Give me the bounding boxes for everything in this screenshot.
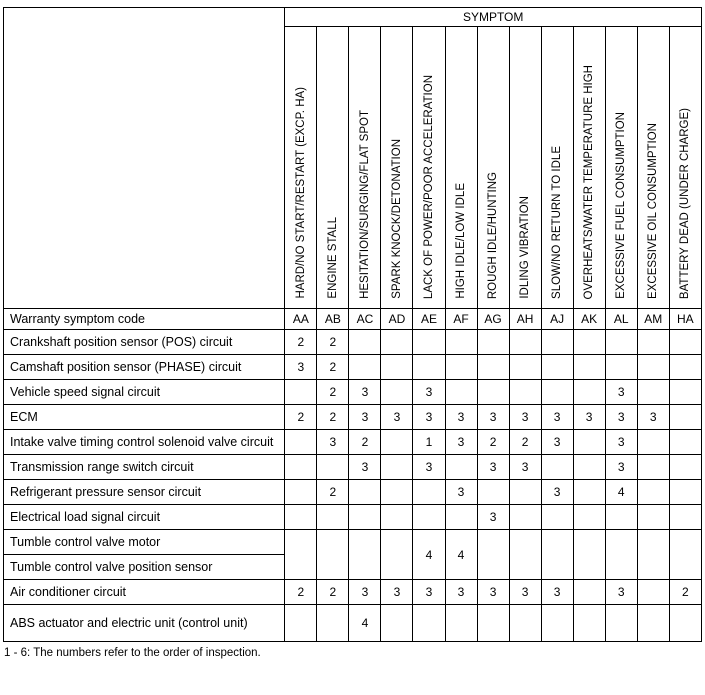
value-cell: [381, 430, 413, 455]
value-cell: [637, 605, 669, 642]
value-cell: [573, 355, 605, 380]
row-label: Camshaft position sensor (PHASE) circuit: [4, 355, 285, 380]
value-cell: 3: [605, 430, 637, 455]
value-cell: 3: [541, 580, 573, 605]
value-cell: 3: [605, 405, 637, 430]
row-label: Tumble control valve motor: [4, 530, 285, 555]
value-cell: 3: [541, 430, 573, 455]
value-cell: 3: [445, 405, 477, 430]
warranty-code-al: AL: [605, 309, 637, 330]
value-cell: 2: [477, 430, 509, 455]
value-cell: [541, 530, 573, 580]
value-cell: [285, 455, 317, 480]
value-cell: [445, 330, 477, 355]
value-cell: [669, 605, 701, 642]
value-cell: [605, 505, 637, 530]
value-cell: 2: [317, 405, 349, 430]
value-cell: [669, 380, 701, 405]
symptom-column-label: LACK OF POWER/POOR ACCELERATION: [422, 74, 435, 299]
symptom-column-header-al: [605, 27, 637, 309]
value-cell: [669, 405, 701, 430]
symptom-column-label: HIGH IDLE/LOW IDLE: [454, 183, 467, 299]
symptom-column-label: ENGINE STALL: [326, 217, 339, 299]
value-cell: [477, 480, 509, 505]
value-cell: [413, 505, 445, 530]
warranty-code-row: [4, 309, 702, 330]
symptom-table: [3, 7, 702, 642]
value-cell: 3: [605, 455, 637, 480]
value-cell: [541, 505, 573, 530]
symptom-column-header-ha: [669, 27, 701, 309]
value-cell: 3: [541, 480, 573, 505]
value-cell: [285, 605, 317, 642]
symptom-column-header-ak: [573, 27, 605, 309]
value-cell: [669, 480, 701, 505]
value-cell: [637, 455, 669, 480]
value-cell: [285, 480, 317, 505]
value-cell: [381, 330, 413, 355]
warranty-code-aj: AJ: [541, 309, 573, 330]
value-cell: [477, 530, 509, 580]
value-cell: 3: [477, 505, 509, 530]
table-row: [4, 480, 702, 505]
value-cell: [669, 505, 701, 530]
value-cell: [573, 455, 605, 480]
symptom-header: SYMPTOM: [285, 8, 702, 27]
row-label: Electrical load signal circuit: [4, 505, 285, 530]
value-cell: [381, 530, 413, 580]
value-cell: 3: [317, 430, 349, 455]
value-cell: [637, 355, 669, 380]
value-cell: [317, 605, 349, 642]
value-cell: [317, 455, 349, 480]
symptom-column-label: OVERHEATS/WATER TEMPERATURE HIGH: [582, 64, 595, 299]
value-cell: 2: [669, 580, 701, 605]
value-cell: [637, 505, 669, 530]
value-cell: [637, 480, 669, 505]
value-cell: [605, 605, 637, 642]
value-cell: [381, 480, 413, 505]
value-cell: [381, 605, 413, 642]
symptom-column-label: EXCESSIVE OIL CONSUMPTION: [646, 123, 659, 299]
symptom-column-label: HESITATION/SURGING/FLAT SPOT: [358, 110, 371, 299]
table-row: [4, 505, 702, 530]
table-row: [4, 580, 702, 605]
table-row: [4, 530, 702, 555]
value-cell: [445, 505, 477, 530]
value-cell: 3: [573, 405, 605, 430]
warranty-code-ag: AG: [477, 309, 509, 330]
symptom-column-header-ad: [381, 27, 413, 309]
symptom-column-label: ROUGH IDLE/HUNTING: [486, 171, 499, 299]
value-cell: 3: [477, 405, 509, 430]
value-cell: 3: [477, 580, 509, 605]
value-cell: 2: [349, 430, 381, 455]
value-cell: 3: [605, 580, 637, 605]
value-cell: [669, 355, 701, 380]
symptom-column-header-ag: [477, 27, 509, 309]
value-cell: 3: [413, 405, 445, 430]
value-cell: [509, 355, 541, 380]
symptom-column-header-ac: [349, 27, 381, 309]
value-cell: 4: [349, 605, 381, 642]
value-cell: 2: [285, 405, 317, 430]
value-cell: [573, 480, 605, 505]
table-row: [4, 380, 702, 405]
value-cell: [541, 355, 573, 380]
value-cell: [605, 355, 637, 380]
symptom-column-label: HARD/NO START/RESTART (EXCP. HA): [294, 87, 307, 299]
value-cell: [445, 455, 477, 480]
value-cell: [349, 505, 381, 530]
value-cell: [413, 355, 445, 380]
value-cell: 3: [509, 455, 541, 480]
value-cell: 3: [413, 380, 445, 405]
value-cell: [541, 455, 573, 480]
warranty-code-aa: AA: [285, 309, 317, 330]
row-label: Crankshaft position sensor (POS) circuit: [4, 330, 285, 355]
value-cell: [445, 355, 477, 380]
value-cell: [509, 505, 541, 530]
value-cell: [509, 330, 541, 355]
value-cell: [541, 380, 573, 405]
value-cell: [285, 430, 317, 455]
value-cell: [413, 330, 445, 355]
value-cell: [285, 380, 317, 405]
warranty-code-ha: HA: [669, 309, 701, 330]
value-cell: 3: [349, 455, 381, 480]
symptom-column-header-aj: [541, 27, 573, 309]
value-cell: [445, 380, 477, 405]
row-label: Air conditioner circuit: [4, 580, 285, 605]
value-cell: [669, 430, 701, 455]
value-cell: 3: [541, 405, 573, 430]
value-cell: [413, 480, 445, 505]
value-cell: [637, 380, 669, 405]
value-cell: [381, 505, 413, 530]
value-cell: 2: [285, 580, 317, 605]
value-cell: 3: [349, 580, 381, 605]
symptom-column-header-af: [445, 27, 477, 309]
value-cell: 3: [445, 480, 477, 505]
table-row: [4, 605, 702, 642]
value-cell: [541, 605, 573, 642]
value-cell: 3: [477, 455, 509, 480]
value-cell: [509, 380, 541, 405]
value-cell: [349, 330, 381, 355]
value-cell: [349, 355, 381, 380]
symptom-header-row: [4, 8, 702, 27]
value-cell: 2: [317, 355, 349, 380]
symptom-column-label: EXCESSIVE FUEL CONSUMPTION: [614, 112, 627, 299]
value-cell: [573, 580, 605, 605]
value-cell: [637, 580, 669, 605]
value-cell: [317, 530, 349, 580]
row-label: Intake valve timing control solenoid valve circuit: [4, 430, 285, 455]
warranty-code-ah: AH: [509, 309, 541, 330]
warranty-code-ab: AB: [317, 309, 349, 330]
value-cell: [509, 480, 541, 505]
table-row: [4, 405, 702, 430]
value-cell: [413, 605, 445, 642]
value-cell: [381, 355, 413, 380]
value-cell: [637, 330, 669, 355]
symptom-column-header-ae: [413, 27, 445, 309]
symptom-column-header-aa: [285, 27, 317, 309]
value-cell: [605, 530, 637, 580]
value-cell: [573, 505, 605, 530]
value-cell: 3: [509, 580, 541, 605]
row-label: ABS actuator and electric unit (control unit): [4, 605, 285, 642]
value-cell: [381, 380, 413, 405]
value-cell: 3: [445, 430, 477, 455]
value-cell: 3: [637, 405, 669, 430]
warranty-code-ak: AK: [573, 309, 605, 330]
value-cell: [477, 330, 509, 355]
value-cell: [381, 455, 413, 480]
warranty-code-am: AM: [637, 309, 669, 330]
table-row: [4, 330, 702, 355]
value-cell: 2: [317, 580, 349, 605]
value-cell: 1: [413, 430, 445, 455]
row-label: Refrigerant pressure sensor circuit: [4, 480, 285, 505]
value-cell: [509, 530, 541, 580]
value-cell: 2: [285, 330, 317, 355]
warranty-code-row-label: Warranty symptom code: [4, 309, 285, 330]
value-cell: [349, 530, 381, 580]
value-cell: [349, 480, 381, 505]
value-cell: [573, 605, 605, 642]
warranty-code-af: AF: [445, 309, 477, 330]
symptom-column-label: SPARK KNOCK/DETONATION: [390, 139, 403, 299]
table-row: [4, 355, 702, 380]
row-label: Transmission range switch circuit: [4, 455, 285, 480]
value-cell: 2: [317, 380, 349, 405]
warranty-code-ac: AC: [349, 309, 381, 330]
symptom-column-header-ah: [509, 27, 541, 309]
corner-cell: [4, 8, 285, 309]
value-cell: 3: [381, 580, 413, 605]
value-cell: [669, 330, 701, 355]
row-label: ECM: [4, 405, 285, 430]
value-cell: [573, 430, 605, 455]
symptom-column-label: IDLING VIBRATION: [518, 196, 531, 299]
value-cell: [317, 505, 349, 530]
value-cell: 3: [381, 405, 413, 430]
value-cell: [477, 605, 509, 642]
value-cell: 2: [317, 480, 349, 505]
value-cell: 3: [605, 380, 637, 405]
value-cell: [669, 530, 701, 580]
value-cell: 3: [413, 580, 445, 605]
value-cell: 3: [445, 580, 477, 605]
value-cell: 2: [509, 430, 541, 455]
value-cell: [637, 530, 669, 580]
value-cell: 3: [285, 355, 317, 380]
value-cell: [573, 530, 605, 580]
value-cell: [445, 605, 477, 642]
symptom-column-header-am: [637, 27, 669, 309]
value-cell: [285, 505, 317, 530]
value-cell: 4: [605, 480, 637, 505]
value-cell: 3: [413, 455, 445, 480]
value-cell: [477, 355, 509, 380]
value-cell: 4: [413, 530, 445, 580]
warranty-code-ad: AD: [381, 309, 413, 330]
value-cell: [573, 330, 605, 355]
row-label: Tumble control valve position sensor: [4, 555, 285, 580]
value-cell: 3: [349, 405, 381, 430]
value-cell: [477, 380, 509, 405]
symptom-column-label: SLOW/NO RETURN TO IDLE: [550, 146, 563, 299]
value-cell: [637, 430, 669, 455]
value-cell: [509, 605, 541, 642]
row-label: Vehicle speed signal circuit: [4, 380, 285, 405]
value-cell: [541, 330, 573, 355]
value-cell: [285, 530, 317, 580]
footnote: 1 - 6: The numbers refer to the order of inspection.: [4, 647, 261, 659]
value-cell: 3: [349, 380, 381, 405]
value-cell: [669, 455, 701, 480]
value-cell: 3: [509, 405, 541, 430]
value-cell: 4: [445, 530, 477, 580]
value-cell: [605, 330, 637, 355]
value-cell: [573, 380, 605, 405]
warranty-code-ae: AE: [413, 309, 445, 330]
table-row: [4, 430, 702, 455]
symptom-column-label: BATTERY DEAD (UNDER CHARGE): [679, 107, 692, 299]
value-cell: 2: [317, 330, 349, 355]
table-row: [4, 455, 702, 480]
symptom-column-header-ab: [317, 27, 349, 309]
